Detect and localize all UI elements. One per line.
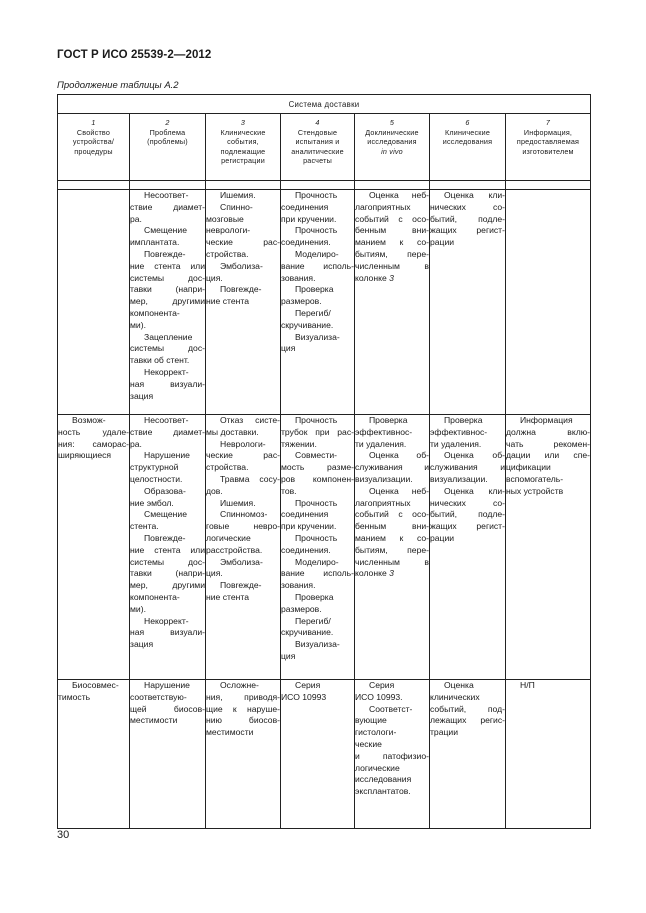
cell-entry — [206, 474, 280, 498]
table-cell-col-4 — [281, 415, 355, 680]
cell-line: при кручении. — [281, 521, 337, 532]
cell-line: мер, другими — [130, 296, 205, 307]
cell-line: эффективнос- — [355, 426, 413, 437]
column-header-5 — [355, 114, 430, 181]
column-header-line: Доклинические — [365, 127, 419, 137]
cell-entry — [355, 415, 429, 450]
continuation-table — [57, 94, 591, 829]
cell-line: Эмболиза- — [220, 260, 263, 271]
cell-line: Прочность — [295, 415, 338, 425]
column-header-line: (проблемы) — [147, 137, 188, 147]
cell-line: событий, под- — [430, 703, 505, 714]
cell-entry — [206, 190, 280, 202]
cell-line: ная визуали- — [130, 627, 205, 638]
column-header-3 — [206, 114, 281, 181]
cell-line: Оценка неб- — [369, 190, 429, 200]
cell-line: соединения. — [281, 544, 331, 555]
cell-line: Оценка кли- — [444, 485, 505, 496]
cell-line: вспомогатель- — [506, 473, 564, 484]
cell-line: Оценка неб- — [369, 485, 429, 496]
cell-line: исследования — [355, 774, 412, 785]
cell-line: ных устройств — [506, 485, 564, 496]
cell-line: ность удале- — [58, 426, 129, 437]
cell-line: трации — [430, 727, 459, 738]
table-cell-col-5 — [355, 190, 430, 415]
table-cell-col-6 — [430, 415, 506, 680]
table-cell-col-6 — [430, 680, 506, 829]
cell-line: расстройства. — [206, 544, 263, 555]
cell-line: местимости — [130, 715, 178, 726]
cell-line: ция. — [206, 568, 223, 579]
cell-line: бытиям, пере- — [355, 544, 429, 555]
cell-line: тавки об стент. — [130, 355, 190, 366]
cell-line: ми). — [130, 603, 146, 614]
cell-line: ческие — [355, 738, 382, 749]
cell-line: эксплантатов. — [355, 786, 411, 797]
cell-line: вующие — [355, 715, 387, 726]
page-number: 30 — [57, 829, 70, 841]
cell-line: вание исполь- — [281, 260, 354, 271]
cell-entry — [281, 592, 354, 616]
column-header-line: испытания и — [295, 137, 340, 147]
cell-line: ние стента или — [130, 544, 205, 555]
column-number: 4 — [315, 118, 320, 127]
cell-entry — [281, 308, 354, 332]
column-header-line: Клинические — [444, 127, 491, 137]
cell-line: лагоприятных — [355, 497, 411, 508]
cell-line: скручивание. — [281, 627, 334, 638]
cell-line: логические — [206, 532, 251, 543]
cell-entry — [355, 680, 429, 704]
cell-line: системы дос- — [130, 272, 205, 283]
cell-line: Визуализа- — [295, 331, 340, 342]
cell-line: Оценка об- — [444, 450, 505, 461]
cell-entry — [130, 225, 205, 249]
cell-entry — [281, 190, 354, 225]
cell-line: говые невро- — [206, 521, 280, 532]
column-number: 2 — [165, 118, 170, 127]
cell-line: Серия — [369, 680, 395, 690]
cell-entry — [281, 616, 354, 640]
table-cell-col-7 — [506, 680, 591, 829]
cell-line: ная визуали- — [130, 378, 205, 389]
cell-line: размеров. — [281, 296, 322, 307]
cell-line: трубок при рас- — [281, 426, 354, 437]
cell-line: Прочность — [295, 497, 338, 508]
cell-line: дации или спе- — [506, 450, 591, 461]
table-cell-col-2 — [130, 415, 206, 680]
cell-entry — [281, 557, 354, 592]
cell-line: ние эмбол. — [130, 497, 174, 508]
cell-line: Некоррект- — [144, 615, 189, 626]
cell-entry — [206, 498, 280, 510]
column-number: 1 — [91, 118, 96, 127]
table-cell-col-4 — [281, 680, 355, 829]
cell-line: мер, другими — [130, 580, 205, 591]
cell-line: манием к со- — [355, 532, 429, 543]
cell-line: системы дос- — [130, 343, 205, 354]
cell-entry — [355, 704, 429, 798]
cell-line: тавки (напри- — [130, 568, 205, 579]
table-cell-col-3 — [206, 190, 281, 415]
cell-entry — [430, 415, 505, 450]
cell-entry — [355, 486, 429, 580]
cell-entry — [430, 190, 505, 249]
cell-line: эффективнос- — [430, 426, 488, 437]
table-row — [58, 190, 591, 415]
cell-line: логические — [355, 762, 400, 773]
column-number: 3 — [240, 118, 246, 127]
cell-line: тавки (напри- — [130, 284, 205, 295]
cell-entry — [130, 249, 205, 332]
cell-entry — [206, 509, 280, 556]
cell-line: тимость — [58, 691, 91, 702]
cell-line: зования. — [281, 580, 316, 591]
column-header-line: Информация, — [523, 127, 573, 137]
cell-line: тов. — [281, 485, 297, 496]
cell-line: ти удаления. — [355, 438, 407, 449]
cell-entry — [130, 190, 205, 225]
cell-line: событий с осо- — [355, 213, 429, 224]
column-header-line: изготовителем — [522, 146, 574, 156]
cell-line: Проверка — [295, 284, 334, 295]
cell-line: Спинномоз- — [220, 509, 268, 520]
cell-entry — [281, 249, 354, 284]
cell-line: Оценка — [444, 680, 474, 690]
cell-line: нических со- — [430, 201, 505, 212]
cell-line: ние стента или — [130, 260, 205, 271]
cell-line: Оценка кли- — [444, 190, 505, 200]
column-header-line: регистрации — [221, 156, 265, 166]
cell-line: имплантата. — [130, 237, 180, 248]
cell-line: Соответст- — [369, 703, 413, 714]
cell-line: бытиям, пере- — [355, 248, 429, 259]
cell-line: Спинно- — [220, 201, 253, 212]
cell-line: Нарушение — [144, 680, 190, 690]
cell-line: мы доставки. — [206, 426, 259, 437]
cell-line: Моделиро- — [295, 248, 339, 259]
cell-line: щей биосов- — [130, 703, 205, 714]
table-cell-col-1 — [58, 190, 130, 415]
cell-line: Неврологи- — [220, 438, 266, 449]
cell-line: Травма сосу- — [220, 473, 280, 484]
cell-line: Проверка — [444, 415, 483, 425]
cell-line: стройства. — [206, 462, 249, 473]
cell-entry — [130, 415, 205, 450]
table-cell-col-5 — [355, 680, 430, 829]
cell-entry — [206, 415, 280, 439]
table-cell-col-2 — [130, 190, 206, 415]
cell-line: Некоррект- — [144, 366, 189, 377]
cell-line: местимости — [206, 727, 254, 738]
cell-line: клинических — [430, 691, 480, 702]
cell-entry — [130, 616, 205, 651]
column-header-line: предоставляемая — [516, 137, 580, 147]
cell-line: численным в — [355, 260, 429, 271]
cell-line: ние стента — [206, 591, 249, 602]
cell-line: ствие диамет- — [130, 201, 205, 212]
column-header-2 — [130, 114, 206, 181]
column-header-line: аналитические — [291, 146, 344, 156]
cell-line: численным в — [355, 556, 429, 567]
cell-line: Ишемия. — [220, 190, 256, 200]
cell-line: компонента- — [130, 591, 180, 602]
cell-line: дов. — [206, 485, 223, 496]
cell-entry — [281, 498, 354, 533]
column-header-row — [58, 114, 591, 181]
column-header-line: события, — [227, 137, 259, 147]
column-header-line: исследования — [367, 137, 417, 147]
cell-line: служивания и — [355, 462, 429, 473]
column-header-7 — [506, 114, 591, 181]
column-header-6 — [430, 114, 506, 181]
cell-line: ция — [281, 650, 296, 661]
cell-line: тяжении. — [281, 438, 317, 449]
table-cell-col-7 — [506, 190, 591, 415]
cell-line: Отказ систе- — [220, 415, 280, 425]
document-header: ГОСТ Р ИСО 25539-2—2012 — [57, 49, 212, 61]
cell-line: соединения — [281, 509, 329, 520]
column-header-line: подлежащие — [220, 146, 266, 156]
column-header-line: расчеты — [303, 156, 332, 166]
cell-line: Оценка об- — [369, 450, 429, 461]
table-cell-col-1 — [58, 415, 130, 680]
cell-entry — [130, 367, 205, 402]
cell-line: зования. — [281, 272, 316, 283]
cell-line: Прочность — [295, 190, 338, 200]
cell-entry — [130, 332, 205, 367]
cell-entry — [281, 225, 354, 249]
cell-line: Смещение — [144, 225, 187, 236]
cell-line: ров компонен- — [281, 473, 354, 484]
cell-line: нию биосов- — [206, 715, 280, 726]
cell-entry — [130, 680, 205, 727]
column-header-line: in vivo — [381, 146, 403, 156]
cell-line: Проверка — [295, 591, 334, 602]
cell-line: гистологи- — [355, 727, 397, 738]
cell-line: системы дос- — [130, 556, 205, 567]
cell-line: Информация — [520, 415, 573, 425]
cell-line: ра. — [130, 438, 142, 449]
cell-entry — [206, 202, 280, 261]
column-number: 6 — [465, 118, 470, 127]
cell-line: Повrежде- — [144, 532, 186, 543]
cell-line: Повrежде- — [144, 248, 186, 259]
cell-line: ра. — [130, 213, 142, 224]
table-cell-col-1 — [58, 680, 130, 829]
cell-entry — [281, 533, 354, 557]
cell-line: Н/П — [520, 680, 535, 690]
cell-line: рации — [430, 532, 455, 543]
table-cell-col-6 — [430, 190, 506, 415]
cell-line: мость разме- — [281, 462, 354, 473]
cell-line: щие к наруше- — [206, 703, 280, 714]
cell-line: Нарушение — [144, 450, 190, 461]
column-header-line: исследования — [442, 137, 493, 147]
cell-line: Несоответ- — [144, 190, 189, 200]
cell-line: соответствую- — [130, 691, 187, 702]
cell-line: Прочность — [295, 532, 338, 543]
cell-line: бенным вни- — [355, 225, 429, 236]
table-cell-col-5 — [355, 415, 430, 680]
cell-line: визуализации. — [355, 473, 413, 484]
cell-entry — [281, 415, 354, 450]
cell-line: Образова- — [144, 485, 186, 496]
cell-line: неврологи- — [206, 225, 251, 236]
table-cell-col-7 — [506, 415, 591, 680]
cell-entry — [130, 450, 205, 485]
column-header-1 — [58, 114, 130, 181]
cell-line: Ишемия. — [220, 497, 256, 508]
cell-line: Серия — [295, 680, 321, 690]
cell-line: скручивание. — [281, 319, 334, 330]
cell-entry — [281, 284, 354, 308]
cell-line: Несоответ- — [144, 415, 189, 425]
cell-line: Биосовмес- — [72, 680, 119, 690]
table-cell-col-3 — [206, 680, 281, 829]
cell-line: бытий, подле- — [430, 213, 505, 224]
column-header-4 — [281, 114, 355, 181]
cell-line: лежащих регис- — [430, 715, 505, 726]
column-header-line: устройства/ — [72, 137, 115, 147]
column-header-line: Клинические — [220, 127, 266, 137]
cell-entry — [281, 639, 354, 663]
cell-line: Перегиб/ — [295, 615, 331, 626]
cell-entry — [430, 450, 505, 485]
cell-line: стента. — [130, 521, 159, 532]
cell-line: мозговые — [206, 213, 244, 224]
cell-line: служивания и — [430, 462, 505, 473]
column-header-line: Стендовые — [297, 127, 338, 137]
header-spacer-row — [58, 181, 591, 190]
cell-line: и патофизио- — [355, 750, 429, 761]
cell-line: ния, приводя- — [206, 691, 280, 702]
cell-line: событий с осо- — [355, 509, 429, 520]
cell-entry — [281, 332, 354, 356]
cell-entry — [206, 580, 280, 604]
cell-entry — [355, 450, 429, 485]
cell-line: Проверка — [369, 415, 408, 425]
cell-line: Смещение — [144, 509, 187, 520]
cell-entry — [58, 415, 129, 462]
cell-entry — [206, 439, 280, 474]
cell-line: Эмболиза- — [220, 556, 263, 567]
cell-line: колонке 3 — [355, 272, 394, 283]
cell-line: ния: саморас- — [58, 438, 129, 449]
cell-line: зация — [130, 639, 154, 650]
table-cell-col-3 — [206, 415, 281, 680]
cell-line: Зацепление — [144, 331, 193, 342]
cell-line: ИСО 10993 — [281, 691, 327, 702]
table-row — [58, 415, 591, 680]
cell-line: целостности. — [130, 473, 183, 484]
cell-line: ИСО 10993. — [355, 691, 403, 702]
column-number: 5 — [389, 118, 395, 127]
cell-line: Повrежде- — [220, 580, 262, 591]
cell-line: компонента- — [130, 307, 180, 318]
cell-entry — [506, 415, 590, 498]
cell-line: зация — [130, 390, 154, 401]
column-header-line: Свойство — [76, 127, 111, 137]
cell-entry — [206, 680, 280, 739]
cell-line: Прочность — [295, 225, 338, 236]
cell-line: визуализации. — [430, 473, 488, 484]
cell-entry — [506, 680, 590, 692]
cell-line: ция — [281, 343, 296, 354]
cell-line: Возмож- — [72, 415, 106, 425]
cell-line: колонке 3 — [355, 568, 394, 579]
cell-line: вание исполь- — [281, 568, 354, 579]
cell-entry — [430, 486, 505, 545]
cell-line: лагоприятных — [355, 201, 411, 212]
cell-line: стройства. — [206, 248, 249, 259]
cell-entry — [130, 486, 205, 510]
cell-line: Визуализа- — [295, 639, 340, 650]
cell-entry — [430, 680, 505, 739]
cell-line: соединения — [281, 201, 329, 212]
cell-line: Моделиро- — [295, 556, 339, 567]
cell-line: чать рекомен- — [506, 438, 591, 449]
cell-line: жащих регист- — [430, 521, 505, 532]
cell-line: цификации — [506, 462, 551, 473]
group-header-delivery-system: Система доставки — [58, 95, 591, 114]
table-cell-col-2 — [130, 680, 206, 829]
cell-line: ствие диамет- — [130, 426, 205, 437]
cell-line: соединения. — [281, 237, 331, 248]
cell-entry — [130, 509, 205, 533]
cell-line: бенным вни- — [355, 521, 429, 532]
cell-line: манием к со- — [355, 237, 429, 248]
cell-line: ческие рас- — [206, 450, 280, 461]
cell-line: при кручении. — [281, 213, 337, 224]
cell-line: бытий, подле- — [430, 509, 505, 520]
cell-line: Осложне- — [220, 680, 259, 690]
cell-line: ческие рас- — [206, 237, 280, 248]
cell-entry — [206, 261, 280, 285]
column-number: 7 — [545, 118, 551, 127]
cell-line: рации — [430, 237, 455, 248]
cell-entry — [58, 680, 129, 704]
cell-entry — [281, 450, 354, 497]
cell-line: ми). — [130, 319, 146, 330]
table-row — [58, 680, 591, 829]
cell-line: Повrежде- — [220, 284, 262, 295]
cell-entry — [355, 190, 429, 284]
cell-entry — [206, 557, 280, 581]
cell-line: Совмести- — [295, 450, 338, 461]
cell-line: ширяющиеся — [58, 450, 112, 461]
cell-entry — [206, 284, 280, 308]
column-header-line: процедуры — [74, 146, 113, 156]
cell-line: Перегиб/ — [295, 307, 331, 318]
table-cell-col-4 — [281, 190, 355, 415]
cell-line: структурной — [130, 462, 179, 473]
cell-line: ти удаления. — [430, 438, 482, 449]
table-caption: Продолжение таблицы А.2 — [57, 80, 179, 91]
cell-entry — [130, 533, 205, 616]
cell-entry — [281, 680, 354, 704]
cell-line: размеров. — [281, 603, 322, 614]
cell-line: жащих регист- — [430, 225, 505, 236]
column-header-line: Проблема — [149, 127, 186, 137]
cell-line: нических со- — [430, 497, 505, 508]
cell-line: ция. — [206, 272, 223, 283]
cell-line: должна вклю- — [506, 426, 591, 437]
cell-line: ние стента — [206, 296, 249, 307]
